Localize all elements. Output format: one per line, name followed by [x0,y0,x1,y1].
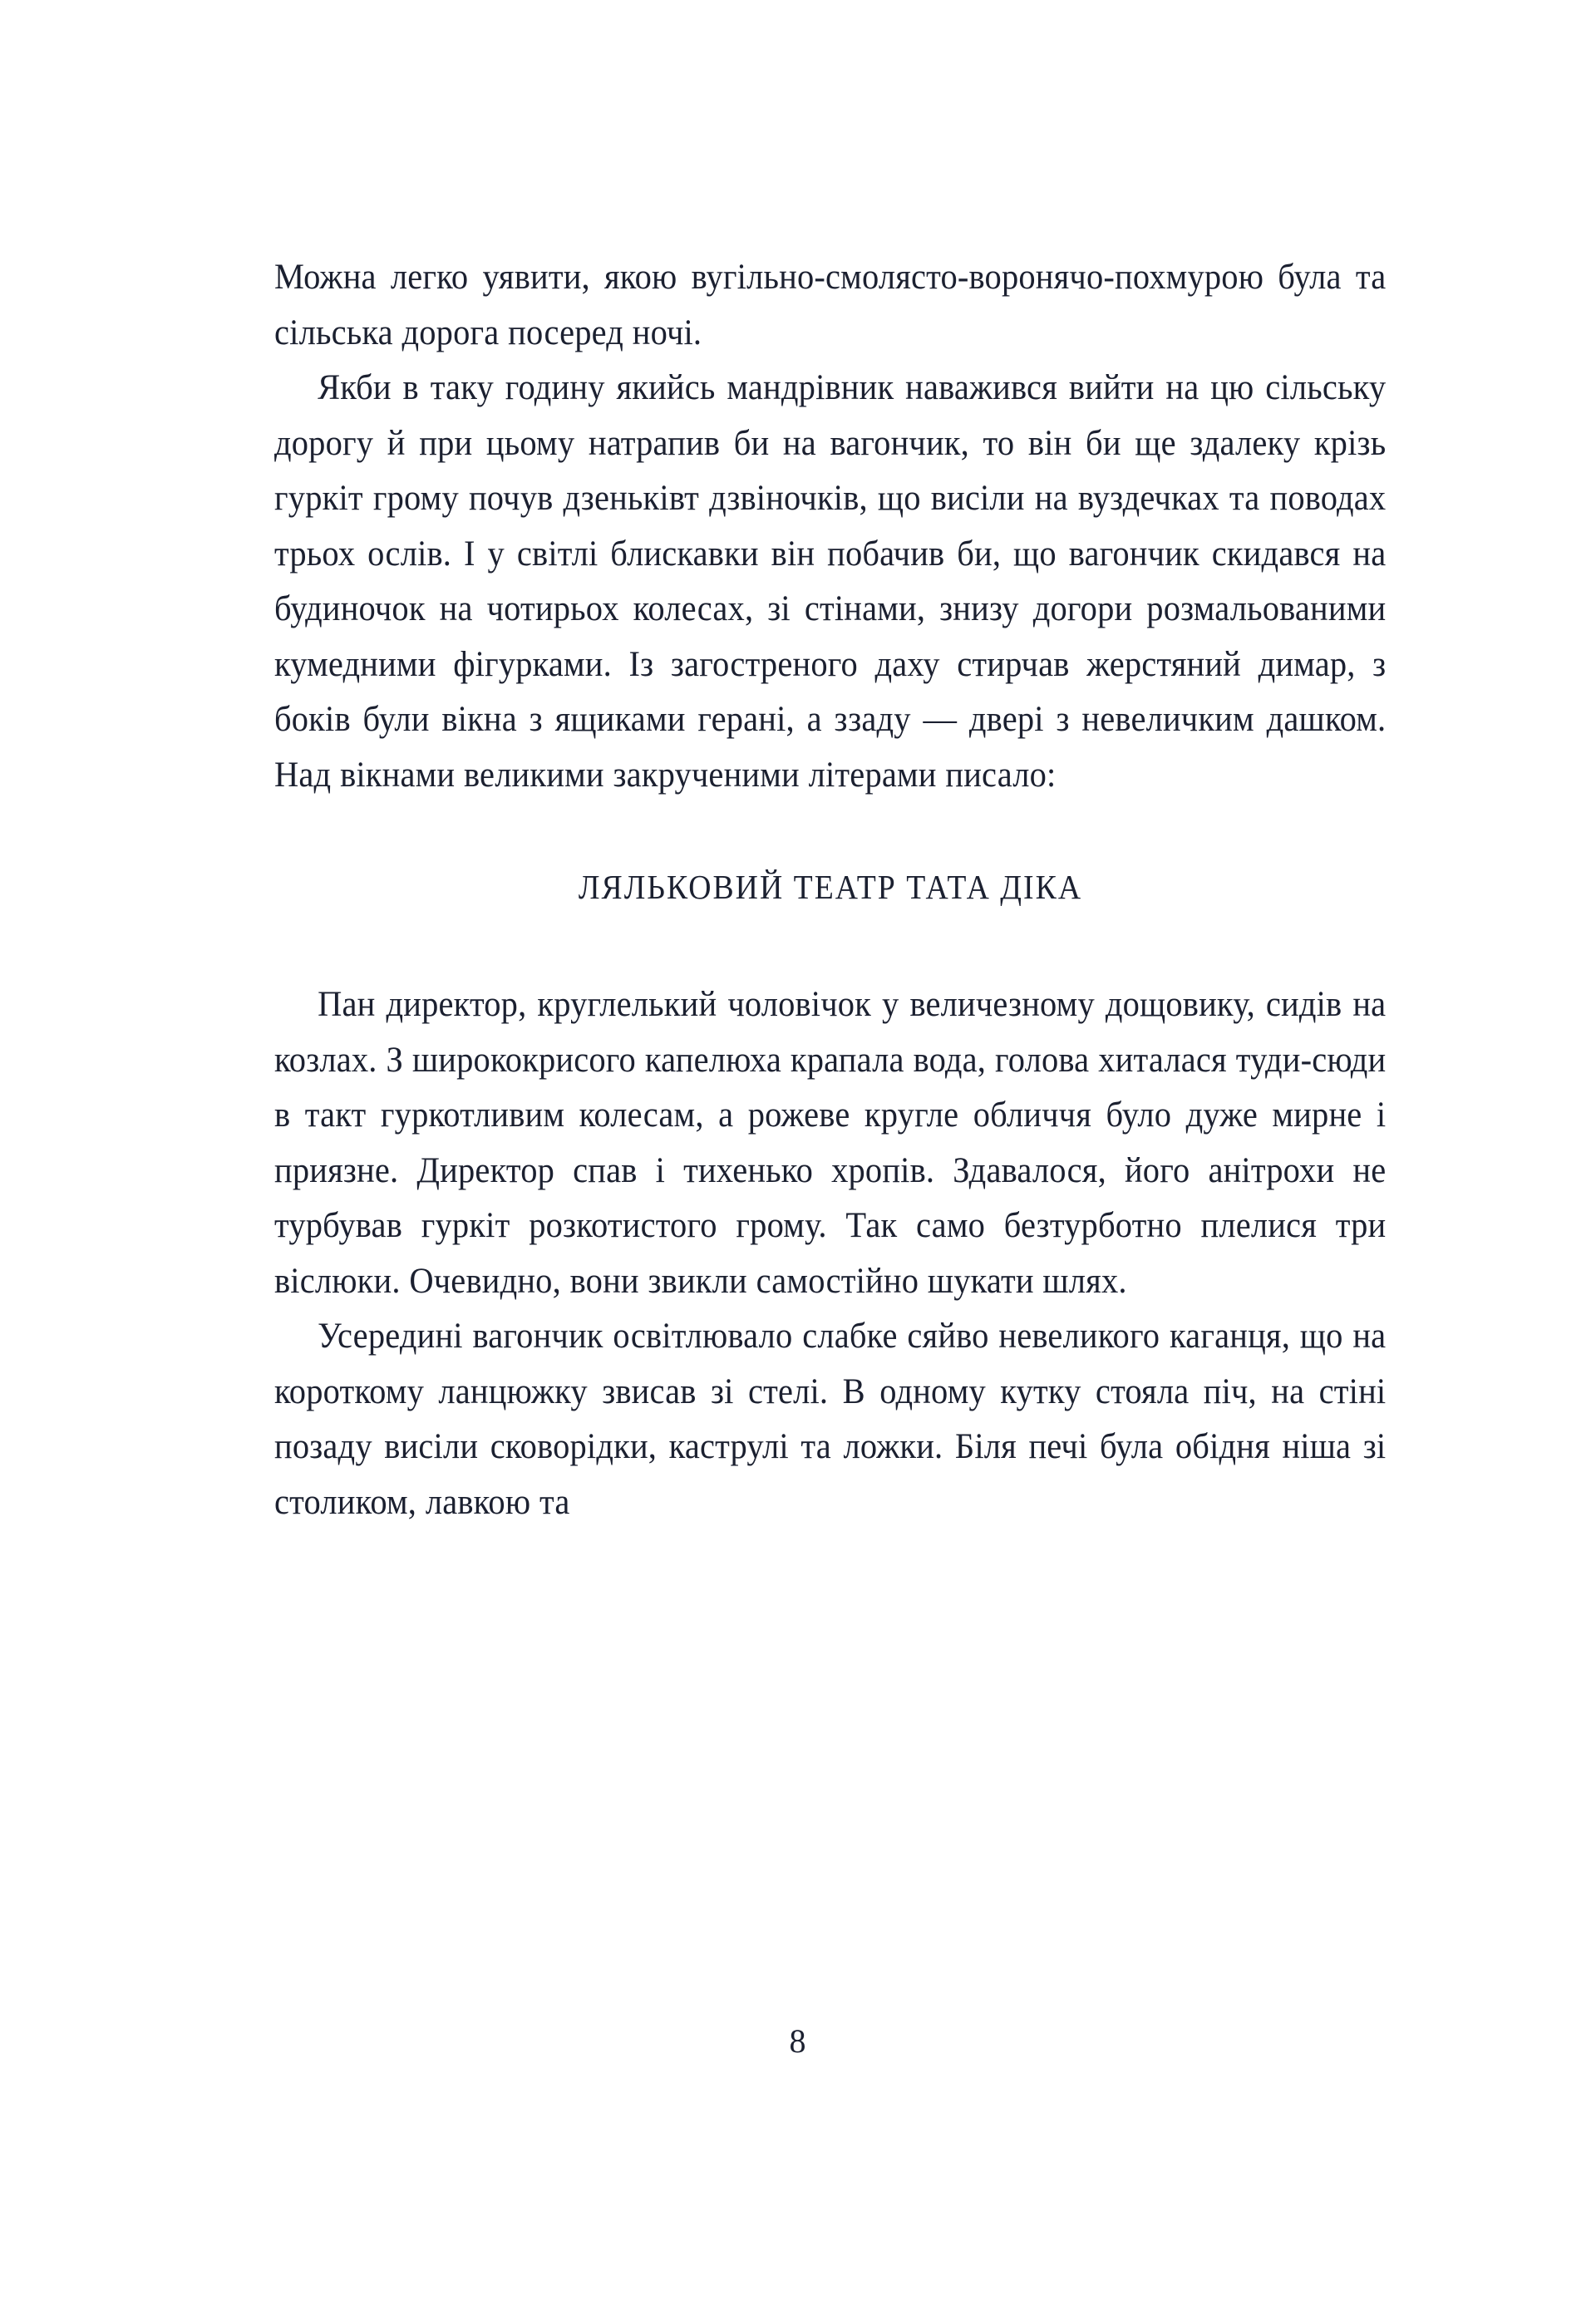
paragraph-4: Усередині вагончик освітлювало слабке сяйво невеликого каганця, що на короткому ланцюжку звисав зі стелі. В одному кутку стояла піч, на стіні позаду висіли сковорідки, каструлі та ложки. Біля печі була обідня ніша зі столиком, лавкою та [274,1316,1387,1522]
page-number: 8 [789,2022,807,2060]
heading-bottom-spacer [274,912,1387,977]
section-heading: ЛЯЛЬКОВИЙ ТЕАТР ТАТА ДІКА [578,868,1083,906]
paragraph-1: Можна легко уявити, якою вугільно-смолясто-воронячо-похмурою була та сільська дорога посеред ночі. [274,257,1387,352]
paragraph-3: Пан директор, круглелький чоловічок у величезному дощовику, сидів на козлах. З ширококрисого капелюха крапала вода, голова хиталася туди-сюди в такт гуркотливим колесам, а рожеве кругле обличчя було дуже мирне і приязне. Директор спав і тихенько хропів. Здавалося, його анітрохи не турбував гуркіт розкотистого грому. Так само безтурботно плелися три віслюки. Очевидно, вони звикли самостійно шукати шлях. [274,984,1387,1301]
paragraph-2: Якби в таку годину якийсь мандрівник наважився вийти на цю сільську дорогу й при цьому натрапив би на вагончик, то він би ще здалеку крізь гуркіт грому почув дзеньківт дзвіночків, що висіли на вуздечках та поводах трьох ослів. І у світлі блискавки він побачив би, що вагончик скидався на будиночок на чотирьох колесах, зі стінами, знизу догори розмальованими кумедними фігурками. Із загостреного даху стирчав жерстяний димар, з боків були вікна з ящиками герані, а ззаду — двері з невеличким дашком. Над вікнами великими закрученими літерами писало: [274,367,1387,795]
heading-top-spacer [274,802,1387,862]
text-column [274,249,1387,1529]
